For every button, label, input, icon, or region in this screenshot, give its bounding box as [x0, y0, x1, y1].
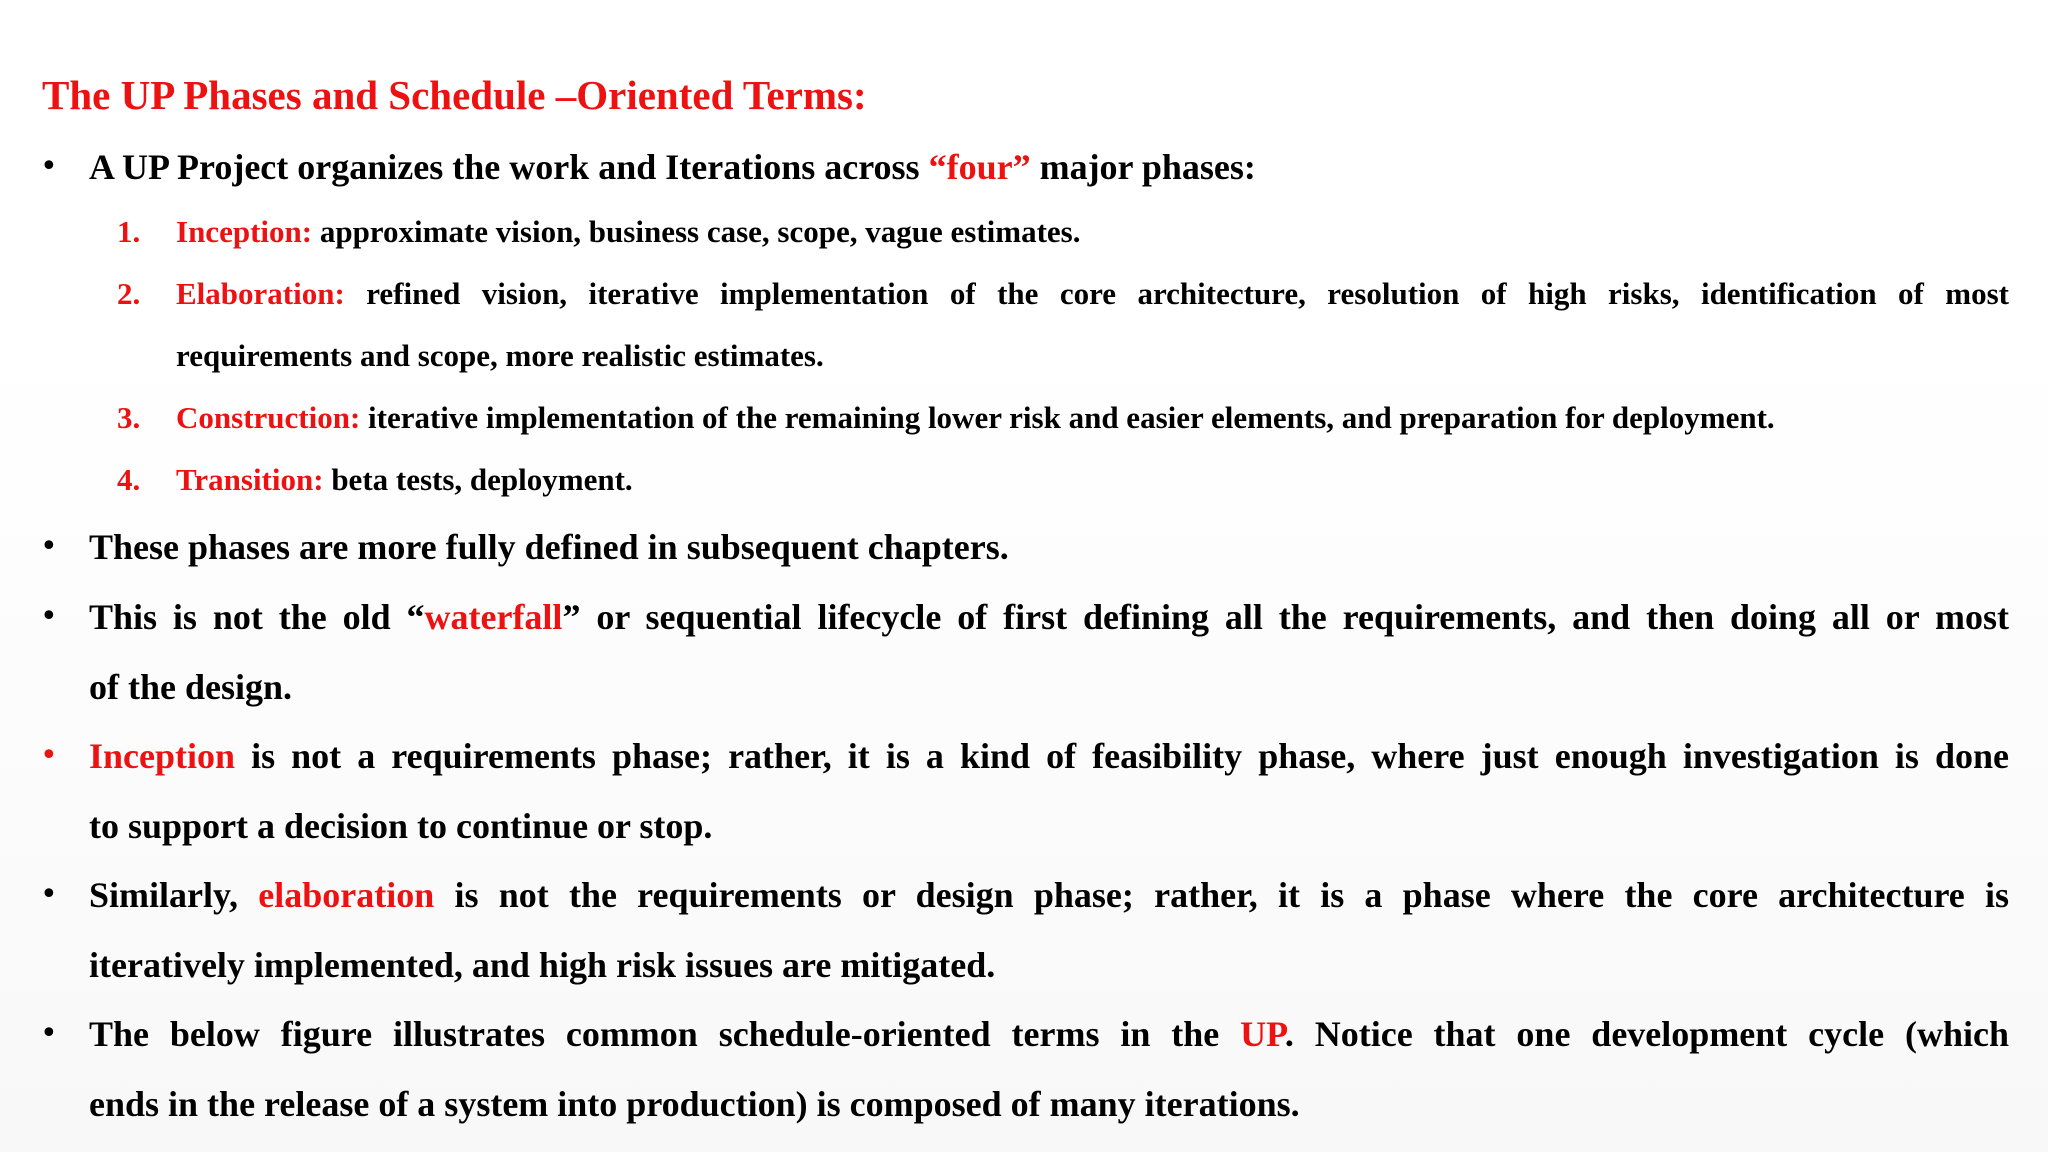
intro-text: A UP Project organizes the work and Iterations across: [89, 147, 929, 187]
bullet-marker: •: [40, 149, 58, 184]
phase-desc-elaboration-cont: requirements and scope, more realistic estimates.: [176, 338, 824, 373]
phases-defined-text: These phases are more fully defined in subsequent chapters.: [89, 527, 1009, 567]
elaboration-text-end: is not the requirements or design phase; rather, it is a phase where the core architecture is: [434, 875, 2010, 915]
waterfall-text-end: ” or sequential lifecycle of first defining all the requirements, and then doing all or most: [562, 597, 2009, 637]
inception-line-cont: to support a decision to continue or stop.: [89, 806, 713, 846]
phase-desc-inception: approximate vision, business case, scope, vague estimates.: [312, 214, 1081, 249]
elaboration-line: [89, 870, 2009, 920]
elaboration-highlight: elaboration: [258, 875, 435, 915]
phase-number-2: 2.: [117, 276, 141, 311]
elaboration-text: Similarly,: [89, 875, 259, 915]
figure-text: The below figure illustrates common schedule-oriented terms in the: [89, 1014, 1241, 1054]
phase-number-3: 3.: [117, 400, 141, 435]
elaboration-line-cont: iteratively implemented, and high risk issues are mitigated.: [89, 945, 996, 985]
figure-line-cont: ends in the release of a system into production) is composed of many iterations.: [89, 1084, 1300, 1124]
waterfall-text: This is not the old “: [89, 597, 425, 637]
phase-desc-elaboration: refined vision, iterative implementation of the core architecture, resolution of high risks, identification of most: [344, 276, 2009, 311]
phase-desc-construction: iterative implementation of the remaining lower risk and easier elements, and preparation for deployment.: [360, 400, 1775, 435]
waterfall-line-cont: of the design.: [89, 667, 293, 707]
phase-number-1: 1.: [117, 214, 141, 249]
bullet-marker: •: [40, 877, 58, 912]
inception-line: [89, 731, 2009, 781]
intro-text-end: major phases:: [1030, 147, 1256, 187]
phase-number-4: 4.: [117, 462, 141, 497]
phase-item-construction: [176, 396, 1775, 440]
phase-name-elaboration: Elaboration:: [176, 276, 345, 311]
bullet-marker: •: [40, 1016, 58, 1051]
figure-text-end: . Notice that one development cycle (which: [1284, 1014, 2010, 1054]
intro-line: [89, 142, 1256, 192]
figure-line: [89, 1009, 2009, 1059]
slide-title: The UP Phases and Schedule –Oriented Terms:: [42, 72, 867, 118]
phase-item-inception: [176, 210, 1080, 254]
bullet-marker-red: •: [40, 738, 58, 773]
phase-name-inception: Inception:: [176, 214, 313, 249]
phase-item-elaboration: [176, 272, 2009, 316]
phase-desc-transition: beta tests, deployment.: [323, 462, 633, 497]
phase-name-construction: Construction:: [176, 400, 361, 435]
bullet-marker: •: [40, 599, 58, 634]
phase-name-transition: Transition:: [176, 462, 324, 497]
figure-highlight-up: UP: [1240, 1014, 1285, 1054]
inception-text: is not a requirements phase; rather, it is a kind of feasibility phase, where just enough investigation is done: [235, 736, 2009, 776]
intro-highlight-four: “four”: [928, 147, 1031, 187]
inception-highlight: Inception: [89, 736, 236, 776]
phase-item-transition: [176, 458, 633, 502]
bullet-marker: •: [40, 529, 58, 564]
waterfall-line: [89, 592, 2009, 642]
waterfall-highlight: waterfall: [424, 597, 563, 637]
